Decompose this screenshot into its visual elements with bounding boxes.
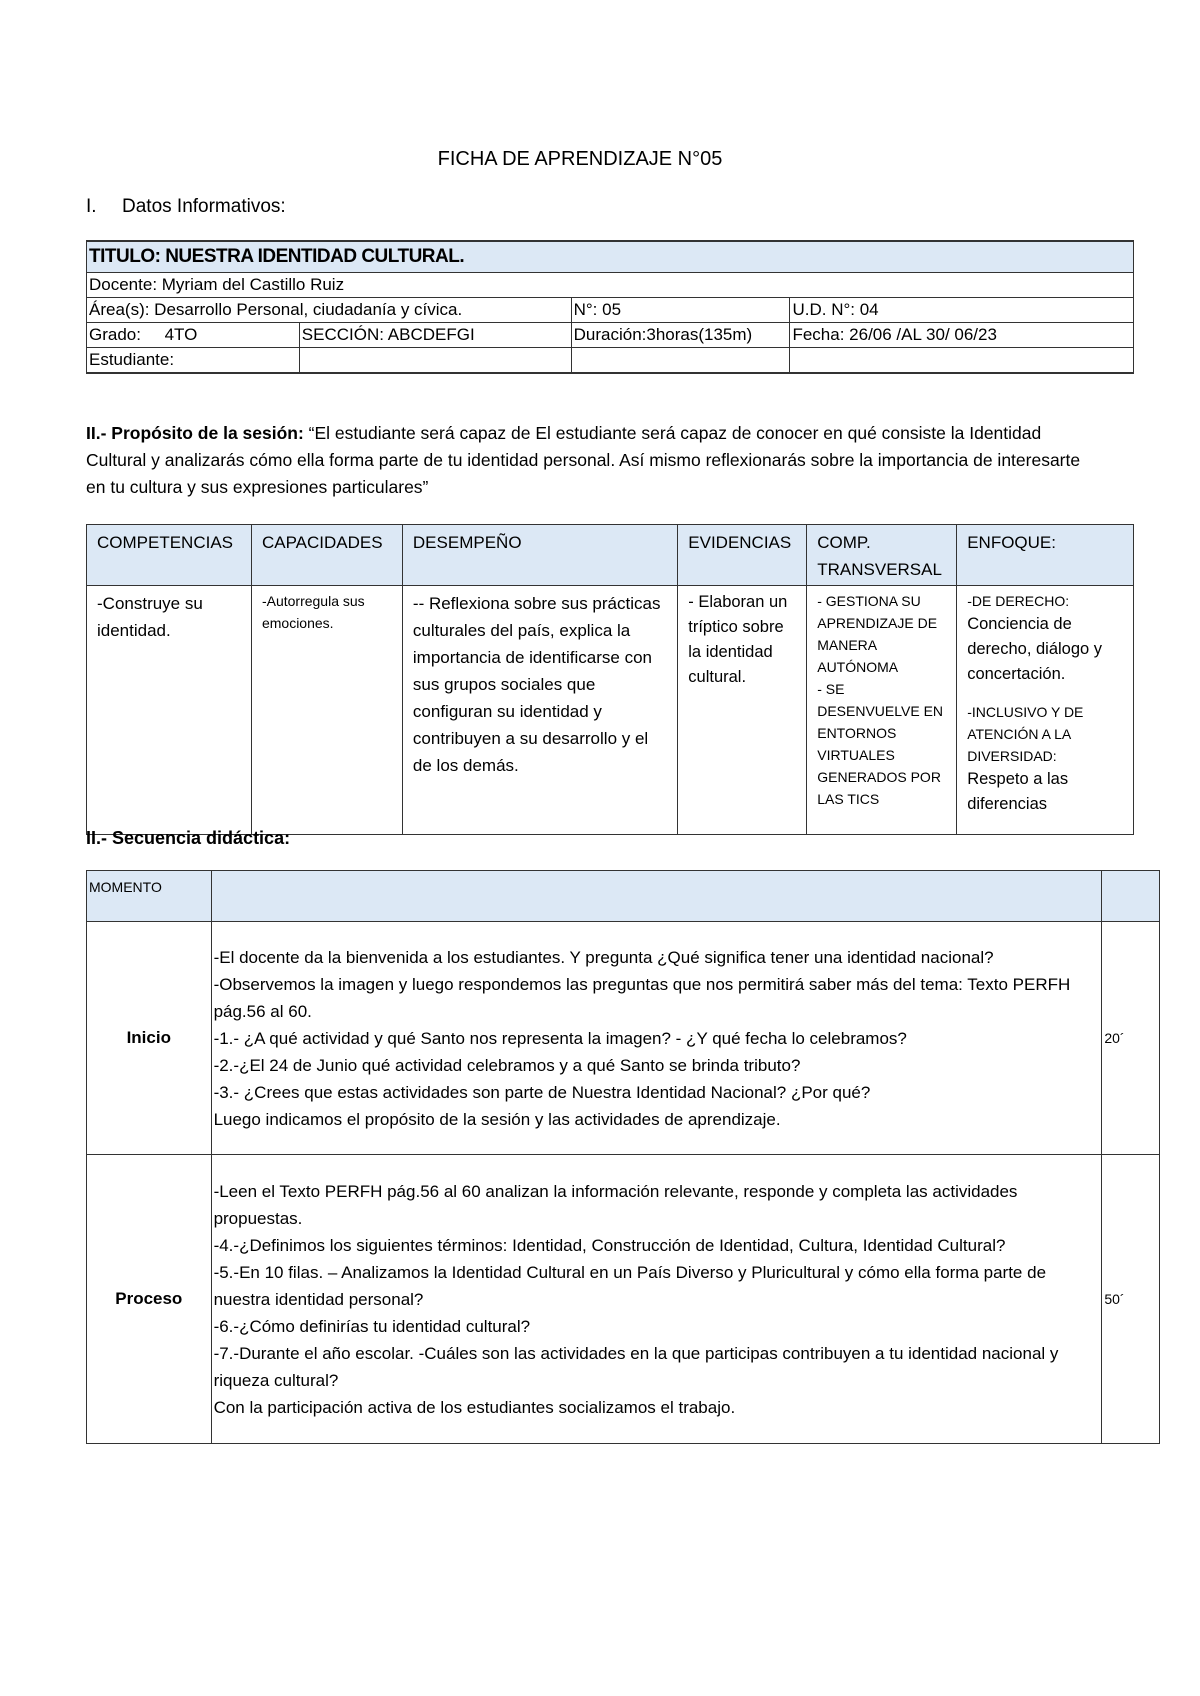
fecha-cell: Fecha: 26/06 /AL 30/ 06/23 [790,323,1134,348]
content-line: Con la participación activa de los estudiantes socializamos el trabajo. [213,1397,736,1417]
header-enfoque: ENFOQUE: [957,525,1134,586]
header-comp-transversal: COMP. TRANSVERSAL [807,525,957,586]
grado-cell: Grado: 4TO [87,323,300,348]
moment-content [211,1155,1102,1444]
transversal-cell [807,586,957,835]
moment-proceso: Proceso [87,1155,212,1444]
docente-cell: Docente: Myriam del Castillo Ruiz [87,273,1134,298]
header-evidencias: EVIDENCIAS [678,525,807,586]
desempeno-cell: -- Reflexiona sobre sus prácticas culturales del país, explica la importancia de identificarse con sus grupos sociales que configuran su identidad y contribuyen a su desarrollo y el de los demás. [402,586,677,835]
seccion-cell: SECCIÓN: ABCDEFGI [299,323,571,348]
titulo-cell: TITULO: NUESTRA IDENTIDAD CULTURAL. [87,241,1134,273]
empty-cell [790,348,1134,374]
moment-time: 50´ [1102,1155,1160,1444]
competencias-table [86,524,1134,835]
transversal-item: - SE DESENVUELVE EN ENTORNOS VIRTUALES GENERADOS POR LAS TICS [817,681,944,807]
area-cell: Área(s): Desarrollo Personal, ciudadanía y cívica. [87,298,572,323]
enfoque-title: -DE DERECHO: [967,593,1070,609]
content-line: -5.-En 10 filas. – Analizamos la Identidad Cultural en un País Diverso y Pluricultural y cómo ella forma parte de nuestra identidad personal? [213,1262,1047,1309]
enfoque-text: Conciencia de derecho, diálogo y concertación. [967,615,1103,683]
content-line: Luego indicamos el propósito de la sesión y las actividades de aprendizaje. [213,1109,781,1129]
purpose-label: II.- Propósito de la sesión: [86,423,304,443]
section-datos-heading [86,196,286,218]
purpose-paragraph [86,420,1086,501]
enfoque-cell [957,586,1134,835]
page-title: FICHA DE APRENDIZAJE N°05 [437,148,723,170]
moment-inicio: Inicio [87,922,212,1155]
moment-time: 20´ [1102,922,1160,1155]
ud-cell: U.D. N°: 04 [790,298,1134,323]
content-line: -6.-¿Cómo definirías tu identidad cultural? [213,1316,531,1336]
content-line: -1.- ¿A qué actividad y qué Santo nos representa la imagen? - ¿Y qué fecha lo celebramos? [213,1028,907,1048]
empty-cell [299,348,571,374]
enfoque-text: Respeto a las diferencias [967,770,1069,813]
enfoque-title: -INCLUSIVO Y DE ATENCIÓN A LA DIVERSIDAD: [967,704,1084,764]
duracion-cell: Duración:3horas(135m) [571,323,790,348]
capacidad-cell: -Autorregula sus emociones. [251,586,402,835]
content-line: -4.-¿Definimos los siguientes términos: Identidad, Construcción de Identidad, Cultura, Identidad Cultural? [213,1235,1006,1255]
section-label: Datos Informativos: [122,196,286,217]
purpose-text: “El estudiante será capaz de El estudiante será capaz de conocer en qué consiste la Identidad Cultural y analizarás cómo ella forma parte de tu identidad personal. Así mismo reflexionarás sobre la importancia de interesarte en tu cultura y sus expresiones particulares” [86,423,1081,497]
header-empty [1102,871,1160,922]
header-competencias: COMPETENCIAS [87,525,252,586]
numero-cell: N°: 05 [571,298,790,323]
sequence-table [86,870,1160,1444]
sequence-heading: II.- Secuencia didáctica: [86,828,291,848]
evidencia-cell: - Elaboran un tríptico sobre la identidad cultural. [678,586,807,835]
estudiante-cell: Estudiante: [87,348,300,374]
content-line: -El docente da la bienvenida a los estudiantes. Y pregunta ¿Qué significa tener una identidad nacional? [213,947,994,967]
header-empty [211,871,1102,922]
transversal-item: - GESTIONA SU APRENDIZAJE DE MANERA AUTÓNOMA [817,593,938,675]
content-line: -Leen el Texto PERFH pág.56 al 60 analizan la información relevante, responde y completa las actividades propuestas. [213,1181,1018,1228]
header-momento: MOMENTO [87,871,212,922]
section-number: I. [86,196,97,217]
content-line: -2.-¿El 24 de Junio qué actividad celebramos y a qué Santo se brinda tributo? [213,1055,801,1075]
header-capacidades: CAPACIDADES [251,525,402,586]
empty-cell [571,348,790,374]
content-line: -3.- ¿Crees que estas actividades son parte de Nuestra Identidad Nacional? ¿Por qué? [213,1082,871,1102]
moment-content [211,922,1102,1155]
info-table [86,240,1134,374]
content-line: -Observemos la imagen y luego respondemos las preguntas que nos permitirá saber más del tema: Texto PERFH pág.56 al 60. [213,974,1071,1021]
content-line: -7.-Durante el año escolar. -Cuáles son las actividades en la que participas contribuyen a tu identidad nacional y riqueza cultural? [213,1343,1059,1390]
header-desempeno: DESEMPEÑO [402,525,677,586]
competencia-cell: -Construye su identidad. [87,586,252,835]
